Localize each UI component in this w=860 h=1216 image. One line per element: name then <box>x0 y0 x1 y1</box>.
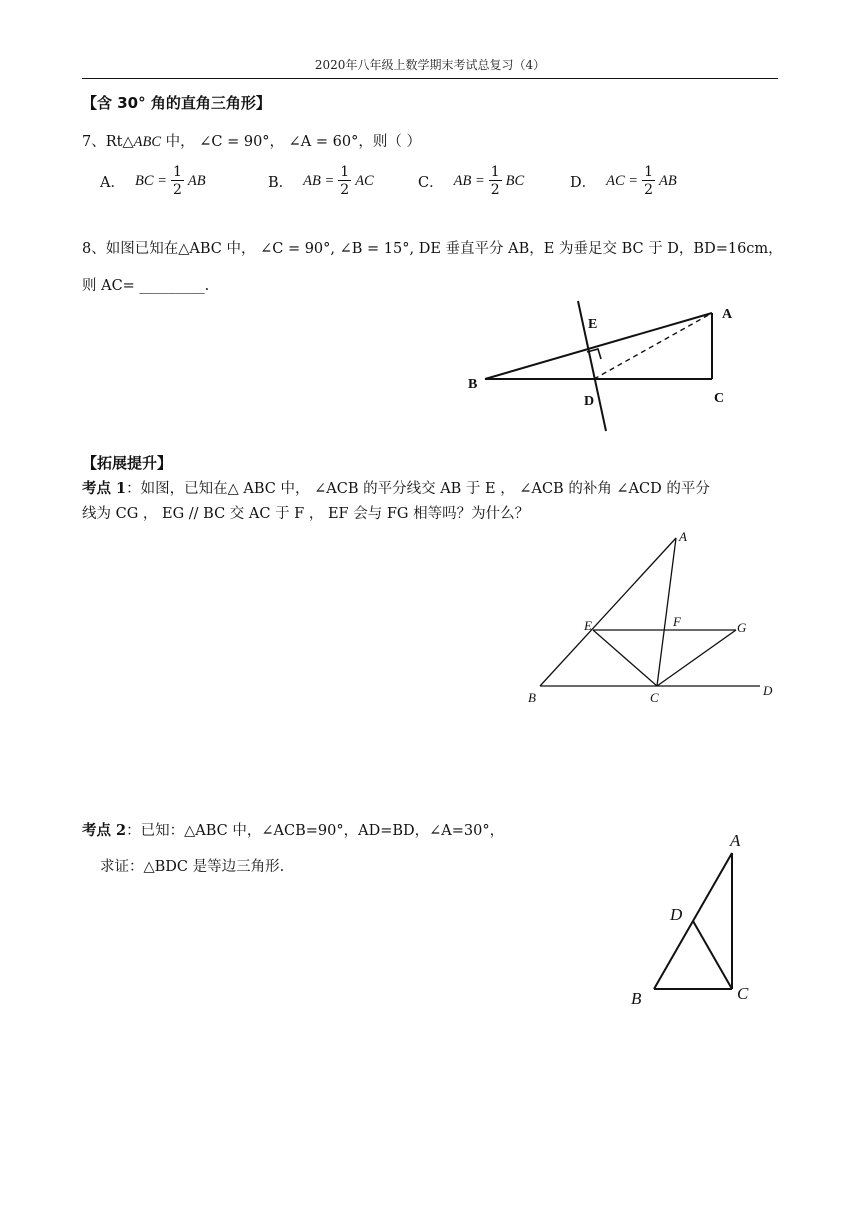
option-lhs: AB = <box>453 172 485 189</box>
q7-stem-rest: 中， ∠C = 90°， ∠A = 60°，则（ ） <box>161 134 421 150</box>
fraction <box>171 165 184 197</box>
segment-ba <box>540 538 676 686</box>
fraction-denominator: 2 <box>644 182 654 198</box>
fraction-numerator: 1 <box>172 164 182 180</box>
option-lhs: AB = <box>303 172 335 189</box>
section-title-extension: 【拓展提升】 <box>82 454 173 472</box>
q8-figure <box>460 296 740 436</box>
label-g: G <box>737 620 747 635</box>
fraction-denominator: 2 <box>172 182 182 198</box>
q7-option-c[interactable] <box>418 165 524 197</box>
kd2-figure <box>624 826 764 1016</box>
label-d: D <box>763 683 773 698</box>
label-f: F <box>673 614 681 629</box>
option-label: D． <box>570 174 597 191</box>
fraction-numerator: 1 <box>490 164 500 180</box>
segment-ba <box>485 313 712 379</box>
kaodian-2-line-1 <box>82 822 504 841</box>
q7-prefix: 7、Rt△ <box>82 134 134 150</box>
label-e: E <box>584 618 592 633</box>
header-rule <box>82 78 778 79</box>
label-a: A <box>730 831 741 850</box>
q7-option-a[interactable] <box>100 165 206 197</box>
label-e: E <box>588 317 598 332</box>
page-header: 2020年八年级上数学期末考试总复习（4） <box>314 58 546 72</box>
kaodian-1-line-1 <box>82 480 710 499</box>
question-8-line-2: 则 AC= _________. <box>82 278 210 294</box>
question-8-line-1: 8、如图已知在△ABC 中， ∠C = 90°, ∠B = 15°, DE 垂直平分 AB，E 为垂足交 BC 于 D，BD=16cm， <box>82 241 783 257</box>
question-7-stem <box>82 133 421 152</box>
kaodian-2-text-1: ：已知：△ABC 中，∠ACB=90°，AD=BD，∠A=30°， <box>126 823 505 839</box>
label-a: A <box>722 307 733 322</box>
label-c: C <box>737 984 749 1003</box>
q7-option-d[interactable] <box>570 165 677 197</box>
fraction-numerator: 1 <box>340 164 350 180</box>
kaodian-1-text-1: ：如图，已知在△ ABC 中， ∠ACB 的平分线交 AB 于 E ， ∠ACB 的补角 ∠ACD 的平分 <box>126 481 710 497</box>
segment-cg <box>657 630 736 686</box>
kaodian-1-label: 考点 1 <box>82 480 127 497</box>
option-rhs: AC <box>355 172 374 189</box>
option-label: C． <box>418 174 444 191</box>
segment-ac <box>657 538 676 686</box>
segment-ec <box>593 630 657 686</box>
fraction-numerator: 1 <box>644 164 654 180</box>
label-c: C <box>650 690 659 705</box>
option-lhs: BC = <box>134 172 167 189</box>
fraction <box>489 165 502 197</box>
label-d: D <box>670 905 683 924</box>
kaodian-1-line-2: 线为 CG ， EG // BC 交 AC 于 F ， EF 会与 FG 相等吗？为什么？ <box>82 506 530 522</box>
option-label: A． <box>100 174 125 191</box>
option-rhs: AB <box>659 172 677 189</box>
label-a: A <box>679 529 687 544</box>
section-title-30-degree: 【含 30° 角的直角三角形】 <box>82 94 271 112</box>
label-b: B <box>528 690 536 705</box>
fraction <box>338 165 351 197</box>
option-rhs: BC <box>505 172 525 189</box>
fraction-denominator: 2 <box>340 182 350 198</box>
label-c: C <box>714 391 725 406</box>
label-d: D <box>584 394 595 409</box>
kaodian-2-line-2: 求证：△BDC 是等边三角形. <box>100 859 285 875</box>
q7-option-b[interactable] <box>268 165 374 197</box>
option-rhs: AB <box>187 172 206 189</box>
segment-ad-dashed <box>594 313 712 379</box>
option-label: B． <box>268 174 294 191</box>
label-b: B <box>468 377 478 392</box>
fraction-denominator: 2 <box>490 182 500 198</box>
label-b: B <box>631 989 642 1008</box>
q7-abc: ABC <box>133 134 162 150</box>
segment-dc <box>693 921 732 989</box>
option-lhs: AC = <box>606 172 639 189</box>
kaodian-2-label: 考点 2 <box>82 822 127 839</box>
kd1-figure <box>520 526 790 712</box>
fraction <box>642 165 655 197</box>
